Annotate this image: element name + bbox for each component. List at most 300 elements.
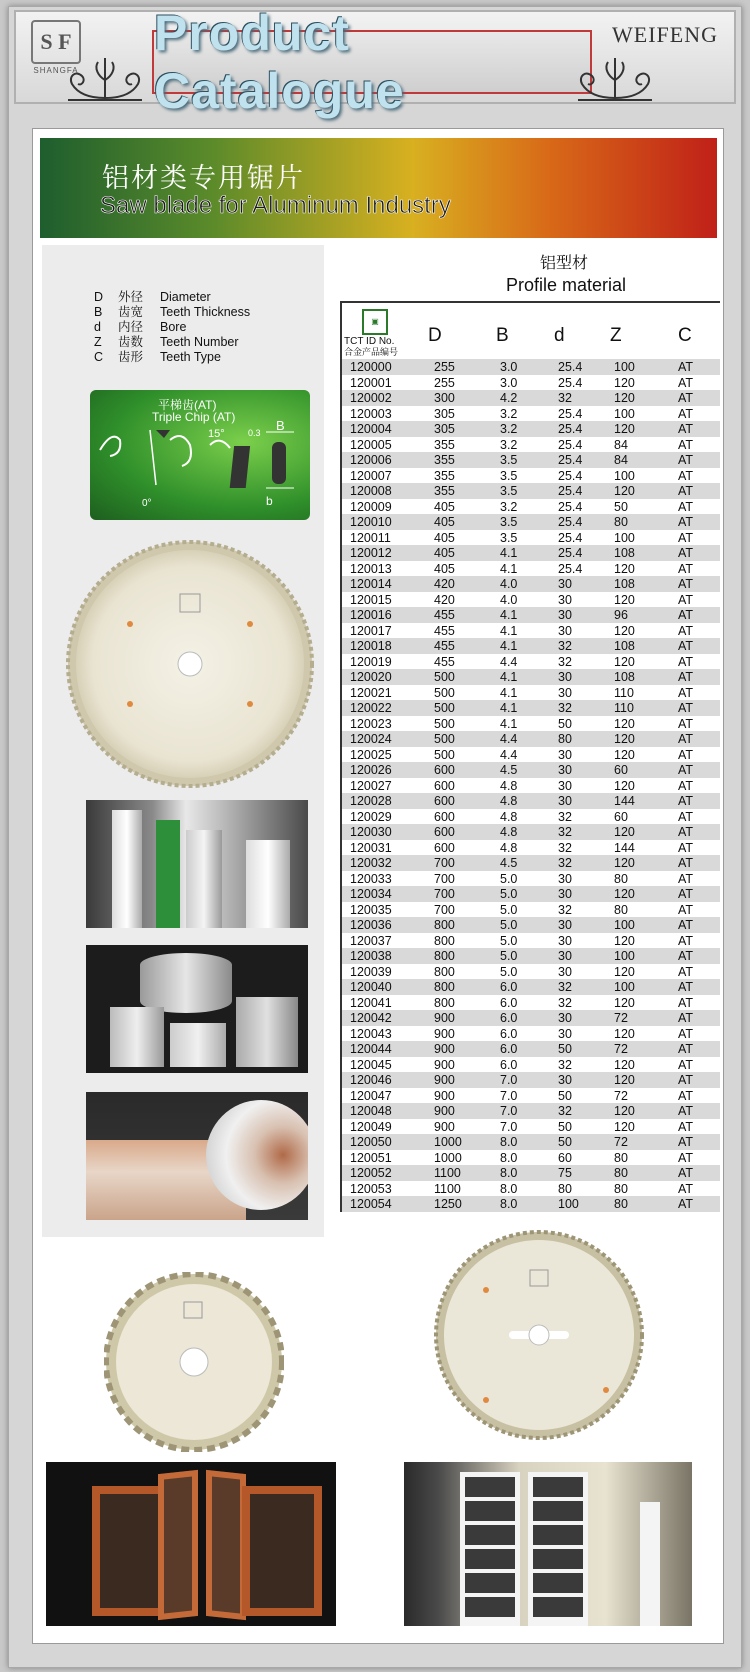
table-cell: AT bbox=[678, 577, 694, 591]
table-row bbox=[342, 1026, 720, 1042]
table-cell: 120017 bbox=[350, 623, 392, 638]
table-cell: 3.5 bbox=[500, 484, 518, 498]
tooth-mark-B: B bbox=[276, 418, 285, 433]
table-cell: 32 bbox=[558, 639, 572, 653]
table-cell: 3.2 bbox=[500, 422, 518, 436]
table-cell: 800 bbox=[434, 980, 455, 994]
table-cell: 30 bbox=[558, 933, 572, 948]
table-cell: 50 bbox=[558, 1042, 572, 1056]
table-cell: AT bbox=[678, 484, 694, 498]
table-row bbox=[342, 731, 720, 747]
table-cell: AT bbox=[678, 825, 694, 839]
table-cell: 305 bbox=[434, 422, 455, 436]
table-cell: 60 bbox=[614, 809, 628, 824]
table-cell: 120034 bbox=[350, 887, 392, 901]
table-cell: 3.2 bbox=[500, 437, 518, 452]
table-cell: 25.4 bbox=[558, 561, 583, 576]
table-cell: AT bbox=[678, 1042, 694, 1056]
table-cell: 120 bbox=[614, 1104, 635, 1118]
table-cell: 25.4 bbox=[558, 360, 583, 374]
table-cell: 120052 bbox=[350, 1166, 392, 1180]
table-cell: 120 bbox=[614, 732, 635, 746]
table-row bbox=[342, 793, 720, 809]
table-cell: 4.1 bbox=[500, 716, 518, 731]
table-cell: AT bbox=[678, 933, 694, 948]
table-cell: AT bbox=[678, 995, 694, 1010]
table-cell: 120038 bbox=[350, 949, 392, 963]
table-cell: 5.0 bbox=[500, 871, 518, 886]
table-row bbox=[342, 1165, 720, 1181]
brand-name: WEIFENG bbox=[612, 22, 718, 47]
col-header-B: B bbox=[496, 325, 509, 346]
table-row bbox=[342, 1010, 720, 1026]
table-cell: 3.0 bbox=[500, 375, 518, 390]
table-cell: 32 bbox=[558, 980, 572, 994]
table-cell: 84 bbox=[614, 437, 628, 452]
table-row bbox=[342, 840, 720, 856]
table-cell: 120011 bbox=[350, 530, 391, 545]
table-cell: 1000 bbox=[434, 1135, 462, 1149]
table-cell: 32 bbox=[558, 654, 572, 669]
table-cell: 405 bbox=[434, 546, 455, 560]
table-row bbox=[342, 406, 720, 422]
table-cell: 700 bbox=[434, 887, 455, 901]
table-cell: 500 bbox=[434, 701, 455, 715]
table-row bbox=[342, 1150, 720, 1166]
table-row bbox=[342, 1103, 720, 1119]
table-cell: 800 bbox=[434, 933, 455, 948]
table-cell: AT bbox=[678, 1166, 694, 1180]
table-row bbox=[342, 886, 720, 902]
table-cell: AT bbox=[678, 856, 694, 870]
table-row bbox=[342, 824, 720, 840]
table-row bbox=[342, 468, 720, 484]
table-cell: 50 bbox=[558, 1088, 572, 1103]
table-cell: 4.8 bbox=[500, 825, 518, 839]
table-cell: 120042 bbox=[350, 1011, 392, 1025]
table-cell: 30 bbox=[558, 887, 572, 901]
table-cell: 30 bbox=[558, 918, 572, 932]
banner-title-en: Saw blade for Aluminum Industry bbox=[100, 192, 451, 219]
logo-mark: S F bbox=[31, 20, 81, 64]
table-cell: AT bbox=[678, 391, 694, 405]
col-header-C: C bbox=[678, 325, 692, 346]
table-cell: AT bbox=[678, 871, 694, 886]
legend-item: Z 齿数 Teeth Number bbox=[94, 335, 239, 349]
table-cell: 120049 bbox=[350, 1119, 392, 1134]
table-cell: 120 bbox=[614, 623, 635, 638]
table-cell: 80 bbox=[614, 515, 628, 529]
table-cell: 30 bbox=[558, 778, 572, 793]
aluminum-coil-photo bbox=[86, 1092, 308, 1220]
table-cell: 30 bbox=[558, 794, 572, 808]
table-cell: 30 bbox=[558, 747, 572, 762]
table-cell: 900 bbox=[434, 1088, 455, 1103]
table-cell: 30 bbox=[558, 577, 572, 591]
table-cell: 84 bbox=[614, 453, 628, 467]
table-cell: 80 bbox=[558, 1181, 572, 1196]
table-cell: 120032 bbox=[350, 856, 392, 870]
table-cell: 4.1 bbox=[500, 623, 518, 638]
table-cell: 900 bbox=[434, 1104, 455, 1118]
table-cell: AT bbox=[678, 1181, 694, 1196]
table-cell: 32 bbox=[558, 856, 572, 870]
table-row bbox=[342, 669, 720, 685]
table-cell: AT bbox=[678, 763, 694, 777]
table-cell: 600 bbox=[434, 825, 455, 839]
table-cell: 4.1 bbox=[500, 639, 518, 653]
table-cell: AT bbox=[678, 747, 694, 762]
table-cell: AT bbox=[678, 654, 694, 669]
table-cell: AT bbox=[678, 902, 694, 917]
tooth-type-diagram bbox=[90, 390, 310, 520]
table-cell: AT bbox=[678, 1104, 694, 1118]
table-cell: 600 bbox=[434, 794, 455, 808]
table-row bbox=[342, 902, 720, 918]
table-cell: 30 bbox=[558, 1073, 572, 1087]
table-row bbox=[342, 762, 720, 778]
table-cell: 120036 bbox=[350, 918, 392, 932]
table-cell: 4.1 bbox=[500, 561, 518, 576]
table-row bbox=[342, 1119, 720, 1135]
table-cell: AT bbox=[678, 840, 694, 855]
tooth-label-en: Triple Chip (AT) bbox=[152, 410, 236, 424]
table-cell: 108 bbox=[614, 546, 635, 560]
table-cell: AT bbox=[678, 809, 694, 824]
table-cell: AT bbox=[678, 685, 694, 700]
table-cell: AT bbox=[678, 453, 694, 467]
table-cell: 3.5 bbox=[500, 468, 518, 483]
banner-title-cn: 铝材类专用锯片 bbox=[102, 163, 305, 193]
table-cell: 405 bbox=[434, 515, 455, 529]
table-cell: 30 bbox=[558, 964, 572, 979]
table-row bbox=[342, 390, 720, 406]
title-box bbox=[152, 5, 592, 119]
table-cell: 120018 bbox=[350, 639, 392, 653]
table-cell: 900 bbox=[434, 1011, 455, 1025]
table-cell: 120043 bbox=[350, 1026, 392, 1041]
table-cell: 32 bbox=[558, 902, 572, 917]
table-cell: 32 bbox=[558, 840, 572, 855]
col-header-Z: Z bbox=[610, 325, 622, 346]
table-cell: 120002 bbox=[350, 391, 392, 405]
table-row bbox=[342, 452, 720, 468]
table-cell: 6.0 bbox=[500, 1042, 518, 1056]
table-cell: 25.4 bbox=[558, 515, 583, 529]
table-cell: AT bbox=[678, 639, 694, 653]
table-cell: 120 bbox=[614, 825, 635, 839]
table-cell: AT bbox=[678, 918, 694, 932]
table-cell: 108 bbox=[614, 670, 635, 684]
table-cell: 120016 bbox=[350, 608, 392, 622]
table-cell: AT bbox=[678, 1026, 694, 1041]
brand-logo-icon: ▣ bbox=[362, 309, 388, 335]
table-cell: 32 bbox=[558, 701, 572, 715]
legend bbox=[94, 290, 250, 365]
table-cell: 120022 bbox=[350, 701, 392, 715]
table-cell: 80 bbox=[614, 902, 628, 917]
table-cell: 300 bbox=[434, 391, 455, 405]
table-cell: 120 bbox=[614, 561, 635, 576]
table-cell: 6.0 bbox=[500, 995, 518, 1010]
table-cell: AT bbox=[678, 1135, 694, 1149]
table-cell: 96 bbox=[614, 608, 628, 622]
aluminum-bars-photo bbox=[86, 945, 308, 1073]
table-cell: 455 bbox=[434, 623, 455, 638]
table-row bbox=[342, 747, 720, 763]
table-cell: 120020 bbox=[350, 670, 392, 684]
table-cell: 25.4 bbox=[558, 406, 583, 421]
table-row bbox=[342, 1057, 720, 1073]
table-row bbox=[342, 359, 720, 375]
table-row bbox=[342, 592, 720, 608]
table-cell: 900 bbox=[434, 1026, 455, 1041]
table-cell: 120001 bbox=[350, 375, 392, 390]
table-cell: AT bbox=[678, 887, 694, 901]
table-row bbox=[342, 638, 720, 654]
table-cell: 100 bbox=[614, 406, 635, 421]
table-cell: 120046 bbox=[350, 1073, 392, 1087]
table-cell: 110 bbox=[614, 701, 634, 715]
table-cell: 50 bbox=[558, 1135, 572, 1149]
table-cell: 700 bbox=[434, 902, 455, 917]
table-cell: 7.0 bbox=[500, 1073, 518, 1087]
section-banner bbox=[40, 138, 717, 238]
table-cell: 30 bbox=[558, 871, 572, 886]
table-cell: AT bbox=[678, 406, 694, 421]
table-cell: 108 bbox=[614, 639, 635, 653]
table-cell: 120005 bbox=[350, 437, 392, 452]
table-cell: AT bbox=[678, 422, 694, 436]
table-cell: 32 bbox=[558, 825, 572, 839]
table-cell: 120015 bbox=[350, 592, 392, 607]
table-cell: AT bbox=[678, 716, 694, 731]
table-row bbox=[342, 623, 720, 639]
tooth-angle-top: 15° bbox=[208, 428, 225, 440]
table-cell: 100 bbox=[614, 918, 635, 932]
table-cell: 25.4 bbox=[558, 422, 583, 436]
table-row bbox=[342, 561, 720, 577]
table-row bbox=[342, 995, 720, 1011]
table-cell: AT bbox=[678, 375, 694, 390]
table-row bbox=[342, 1196, 720, 1212]
table-cell: 4.2 bbox=[500, 391, 518, 405]
table-cell: AT bbox=[678, 360, 694, 374]
table-cell: 75 bbox=[558, 1166, 572, 1180]
table-cell: 120003 bbox=[350, 406, 392, 421]
col-header-d: d bbox=[554, 325, 565, 346]
table-cell: 800 bbox=[434, 964, 455, 979]
table-cell: 80 bbox=[614, 1197, 628, 1211]
table-row bbox=[342, 716, 720, 732]
table-cell: 4.0 bbox=[500, 592, 518, 607]
table-cell: 120037 bbox=[350, 933, 392, 948]
table-cell: 120 bbox=[614, 391, 635, 405]
table-cell: 4.1 bbox=[500, 608, 518, 622]
ornament-right-icon bbox=[570, 50, 660, 106]
table-cell: 5.0 bbox=[500, 887, 518, 901]
table-cell: 25.4 bbox=[558, 375, 583, 390]
table-row bbox=[342, 948, 720, 964]
table-cell: AT bbox=[678, 1088, 694, 1103]
table-cell: 355 bbox=[434, 453, 455, 467]
table-cell: 120013 bbox=[350, 561, 392, 576]
table-cell: 3.5 bbox=[500, 530, 518, 545]
table-cell: 50 bbox=[558, 1119, 572, 1134]
table-cell: 5.0 bbox=[500, 933, 518, 948]
table-cell: 120054 bbox=[350, 1197, 392, 1211]
table-cell: 4.1 bbox=[500, 701, 518, 715]
table-cell: 8.0 bbox=[500, 1150, 518, 1165]
table-cell: 30 bbox=[558, 623, 572, 638]
table-cell: 3.2 bbox=[500, 499, 518, 514]
table-cell: AT bbox=[678, 949, 694, 963]
table-cell: 900 bbox=[434, 1073, 455, 1087]
table-cell: 120007 bbox=[350, 468, 392, 483]
table-cell: 405 bbox=[434, 561, 455, 576]
french-doors-photo bbox=[404, 1462, 692, 1626]
table-cell: 120028 bbox=[350, 794, 392, 808]
table-cell: 25.4 bbox=[558, 484, 583, 498]
table-row bbox=[342, 917, 720, 933]
table-cell: 4.8 bbox=[500, 794, 518, 808]
table-cell: 120026 bbox=[350, 763, 392, 777]
tooth-mark-b: b bbox=[266, 494, 273, 508]
legend-item: D 外径 Diameter bbox=[94, 290, 211, 304]
table-cell: 120 bbox=[614, 1073, 635, 1087]
legend-item: C 齿形 Teeth Type bbox=[94, 350, 221, 364]
table-cell: 50 bbox=[614, 499, 628, 514]
table-cell: 72 bbox=[614, 1088, 628, 1103]
table-cell: 8.0 bbox=[500, 1197, 518, 1211]
table-header bbox=[342, 303, 720, 359]
window-frames-photo bbox=[46, 1462, 336, 1626]
table-row bbox=[342, 375, 720, 391]
table-cell: 6.0 bbox=[500, 1026, 518, 1041]
table-row bbox=[342, 1088, 720, 1104]
table-cell: 355 bbox=[434, 484, 455, 498]
table-cell: 25.4 bbox=[558, 530, 583, 545]
table-cell: 5.0 bbox=[500, 964, 518, 979]
table-cell: 4.1 bbox=[500, 685, 518, 700]
table-cell: AT bbox=[678, 437, 694, 452]
table-cell: 600 bbox=[434, 778, 455, 793]
table-cell: 120047 bbox=[350, 1088, 392, 1103]
table-cell: 900 bbox=[434, 1057, 455, 1072]
table-cell: 25.4 bbox=[558, 546, 583, 560]
table-cell: 120025 bbox=[350, 747, 392, 762]
table-cell: 7.0 bbox=[500, 1119, 518, 1134]
table-cell: 500 bbox=[434, 670, 455, 684]
table-cell: 120 bbox=[614, 422, 635, 436]
table-cell: 4.4 bbox=[500, 732, 518, 746]
table-cell: AT bbox=[678, 499, 694, 514]
spec-table bbox=[340, 301, 720, 1212]
table-cell: AT bbox=[678, 794, 694, 808]
table-cell: 50 bbox=[558, 716, 572, 731]
table-cell: AT bbox=[678, 515, 694, 529]
table-cell: 30 bbox=[558, 1011, 572, 1025]
table-row bbox=[342, 514, 720, 530]
table-cell: 120039 bbox=[350, 964, 392, 979]
table-row bbox=[342, 437, 720, 453]
table-cell: AT bbox=[678, 468, 694, 483]
table-cell: 120044 bbox=[350, 1042, 392, 1056]
table-cell: AT bbox=[678, 1119, 694, 1134]
table-cell: 120048 bbox=[350, 1104, 392, 1118]
logo-subtitle: SHANGFA bbox=[33, 66, 79, 75]
table-cell: 700 bbox=[434, 856, 455, 870]
table-cell: 120 bbox=[614, 856, 635, 870]
table-row bbox=[342, 1041, 720, 1057]
table-cell: 72 bbox=[614, 1011, 628, 1025]
table-cell: 30 bbox=[558, 949, 572, 963]
table-cell: 120 bbox=[614, 964, 635, 979]
table-cell: 3.5 bbox=[500, 515, 518, 529]
table-cell: 120 bbox=[614, 654, 635, 669]
table-cell: 144 bbox=[614, 840, 635, 855]
table-cell: 7.0 bbox=[500, 1088, 518, 1103]
table-cell: 4.4 bbox=[500, 654, 518, 669]
table-cell: 800 bbox=[434, 995, 455, 1010]
table-cell: 700 bbox=[434, 871, 455, 886]
table-row bbox=[342, 483, 720, 499]
table-cell: 5.0 bbox=[500, 949, 518, 963]
table-row bbox=[342, 545, 720, 561]
table-row bbox=[342, 855, 720, 871]
table-cell: 30 bbox=[558, 1026, 572, 1041]
table-row bbox=[342, 654, 720, 670]
table-cell: 120041 bbox=[350, 995, 392, 1010]
table-cell: 120 bbox=[614, 1057, 635, 1072]
table-cell: 600 bbox=[434, 763, 455, 777]
table-row bbox=[342, 871, 720, 887]
table-body bbox=[342, 359, 720, 1212]
table-cell: 120008 bbox=[350, 484, 392, 498]
table-cell: 8.0 bbox=[500, 1135, 518, 1149]
table-cell: 3.0 bbox=[500, 360, 518, 374]
ornament-left-icon bbox=[60, 50, 150, 106]
aluminum-profiles-photo bbox=[86, 800, 308, 928]
table-cell: 120040 bbox=[350, 980, 392, 994]
table-cell: 120012 bbox=[350, 546, 392, 560]
table-cell: 100 bbox=[614, 360, 635, 374]
table-cell: 7.0 bbox=[500, 1104, 518, 1118]
table-cell: 100 bbox=[558, 1197, 579, 1211]
table-cell: 30 bbox=[558, 592, 572, 607]
table-row bbox=[342, 1072, 720, 1088]
table-cell: 6.0 bbox=[500, 1057, 518, 1072]
table-cell: 120045 bbox=[350, 1057, 392, 1072]
table-cell: 3.5 bbox=[500, 453, 518, 467]
table-cell: 120 bbox=[614, 747, 635, 762]
table-cell: 600 bbox=[434, 809, 455, 824]
table-cell: 80 bbox=[558, 732, 572, 746]
table-cell: 32 bbox=[558, 1057, 572, 1072]
table-cell: 25.4 bbox=[558, 453, 583, 467]
table-row bbox=[342, 1181, 720, 1197]
table-heading-cn: 铝型材 bbox=[540, 255, 589, 272]
table-row bbox=[342, 685, 720, 701]
tooth-profile-icon bbox=[90, 390, 310, 520]
table-cell: AT bbox=[678, 1197, 694, 1211]
table-cell: AT bbox=[678, 608, 694, 622]
table-cell: 4.1 bbox=[500, 670, 518, 684]
table-cell: 25.4 bbox=[558, 499, 583, 514]
table-cell: 1250 bbox=[434, 1197, 462, 1211]
table-cell: 120006 bbox=[350, 453, 392, 467]
table-cell: 120024 bbox=[350, 732, 392, 746]
